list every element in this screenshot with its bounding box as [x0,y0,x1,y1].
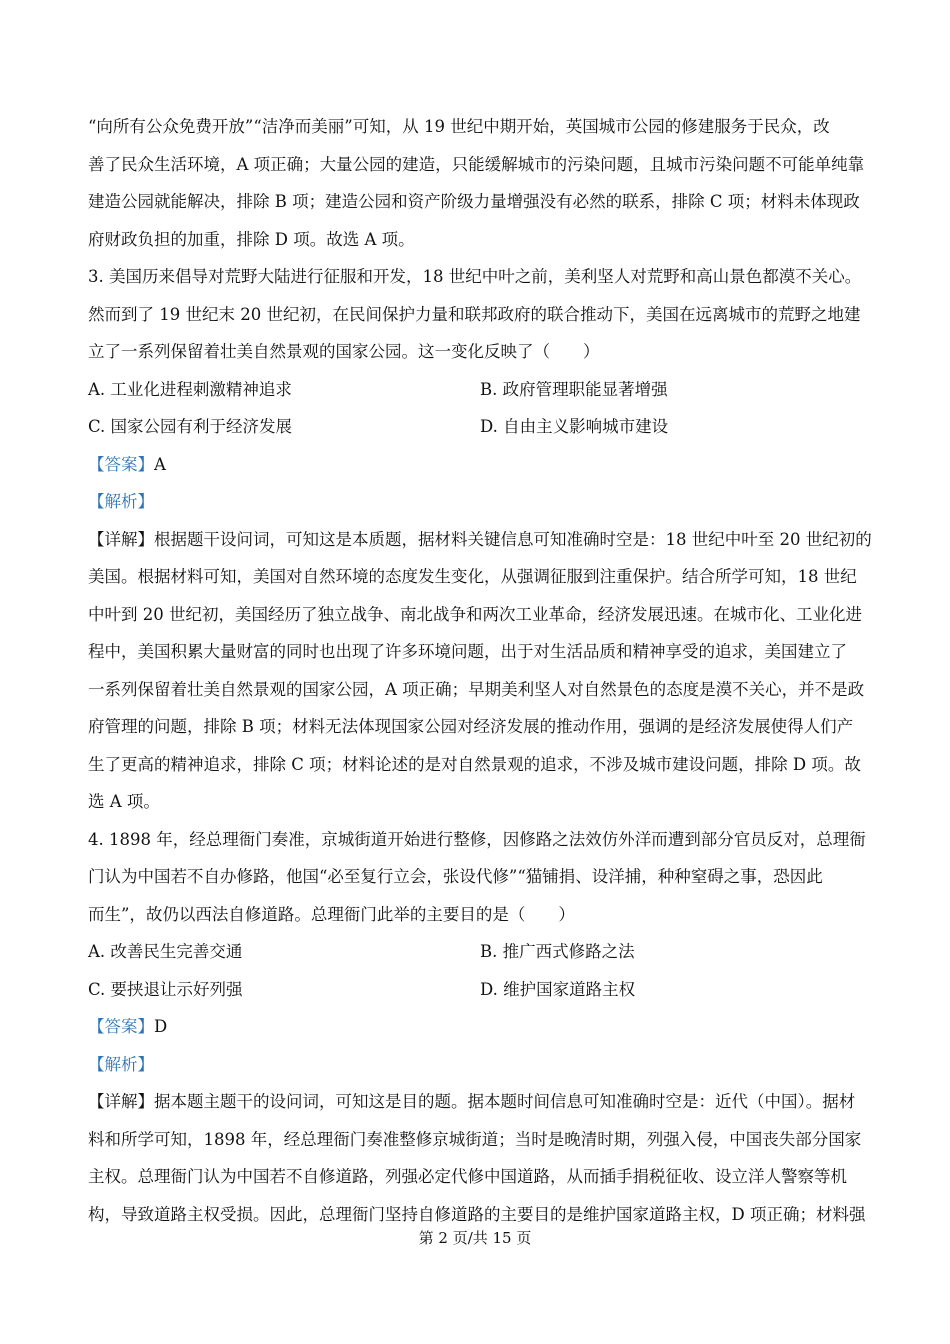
paragraph-line: “向所有公众免费开放”“洁净而美丽”可知，从 19 世纪中期开始，英国城市公园的修建服务于民众，改 [88,117,830,136]
question-4-option-a: A. 改善民生完善交通 [88,942,243,961]
question-4-detail [88,1091,868,1113]
page-number: 第 2 页/共 15 页 [418,1229,532,1247]
question-3-detail: 美国。根据材料可知，美国对自然环境的态度发生变化，从强调征服到注重保护。结合所学可知，18 世纪 [88,567,857,586]
question-4-stem: 4. 1898 年，经总理衙门奏准，京城街道开始进行整修，因修路之法效仿外洋而遭到部分官员反对，总理衙 [88,830,866,849]
question-4-stem: 而生”，故仍以西法自修道路。总理衙门此举的主要目的是（ ） [88,905,575,924]
paragraph-line: 府财政负担的加重，排除 D 项。故选 A 项。 [88,230,415,249]
question-3-stem: 立了一系列保留着壮美自然景观的国家公园。这一变化反映了（ ） [88,342,600,361]
question-4-option-b: B. 推广西式修路之法 [480,942,635,961]
answer-value: D [154,1017,168,1036]
question-3-detail: 府管理的问题，排除 B 项；材料无法体现国家公园对经济发展的推动作用，强调的是经济发展使得人们产 [88,717,854,736]
question-3-detail: 中叶到 20 世纪初，美国经历了独立战争、南北战争和两次工业革命，经济发展迅速。在城市化、工业化进 [88,605,862,624]
paragraph-line: 善了民众生活环境，A 项正确；大量公园的建造，只能缓解城市的污染问题，且城市污染问题不可能单纯靠 [88,155,865,174]
detail-text: 根据题干设问词，可知这是本质题，据材料关键信息可知准确时空是：18 世纪中叶至 20 世纪初的 [154,530,872,549]
question-4-option-c: C. 要挟退让示好列强 [88,980,243,999]
question-4-answer [88,1016,868,1038]
detail-text: 据本题主题干的设问词，可知这是目的题。据本题时间信息可知准确时空是：近代（中国）。据材 [154,1092,856,1111]
question-3-option-d: D. 自由主义影响城市建设 [480,417,669,436]
question-4-detail: 料和所学可知，1898 年，经总理衙门奏准整修京城街道；当时是晚清时期，列强入侵，中国丧失部分国家 [88,1130,862,1149]
question-4-stem: 门认为中国若不自办修路，他国“必至复行立会，张设代修”“猫铺捐、设洋捕，种种窒碍之事，恐因此 [88,867,823,886]
answer-tag: 【答案】 [88,1017,154,1036]
answer-tag: 【答案】 [88,455,154,474]
answer-value: A [154,455,166,474]
question-3-detail: 一系列保留着壮美自然景观的国家公园，A 项正确；早期美利坚人对自然景色的态度是漠不关心，并不是政 [88,680,865,699]
question-4-detail: 主权。总理衙门认为中国若不自修道路，列强必定代修中国道路，从而插手捐税征收、设立洋人警察等机 [88,1167,847,1186]
detail-tag: 【详解】 [88,1092,154,1111]
question-3-detail: 生了更高的精神追求，排除 C 项；材料论述的是对自然景观的追求，不涉及城市建设问题，排除 D 项。故 [88,755,861,774]
question-4-option-d: D. 维护国家道路主权 [480,980,636,999]
question-3-detail [88,529,872,551]
question-3-detail: 选 A 项。 [88,792,160,811]
analysis-tag: 【解析】 [88,492,154,511]
paragraph-line: 建造公园就能解决，排除 B 项；建造公园和资产阶级力量增强没有必然的联系，排除 C 项；材料未体现政 [88,192,860,211]
analysis-tag: 【解析】 [88,1055,154,1074]
question-4-detail: 构，导致道路主权受损。因此，总理衙门坚持自修道路的主要目的是维护国家道路主权，D 项正确；材料强 [88,1205,866,1224]
question-3-option-a: A. 工业化进程刺激精神追求 [88,380,292,399]
question-3-analysis-heading [88,491,868,513]
question-3-stem: 3. 美国历来倡导对荒野大陆进行征服和开发，18 世纪中叶之前，美利坚人对荒野和高山景色都漠不关心。 [88,267,862,286]
question-4-analysis-heading [88,1054,868,1076]
question-3-stem: 然而到了 19 世纪末 20 世纪初，在民间保护力量和联邦政府的联合推动下，美国在远离城市的荒野之地建 [88,305,861,324]
question-3-detail: 程中，美国积累大量财富的同时也出现了许多环境问题，出于对生活品质和精神享受的追求，美国建立了 [88,642,847,661]
detail-tag: 【详解】 [88,530,154,549]
question-3-option-c: C. 国家公园有利于经济发展 [88,417,293,436]
question-3-option-b: B. 政府管理职能显著增强 [480,380,668,399]
question-3-answer [88,454,868,476]
